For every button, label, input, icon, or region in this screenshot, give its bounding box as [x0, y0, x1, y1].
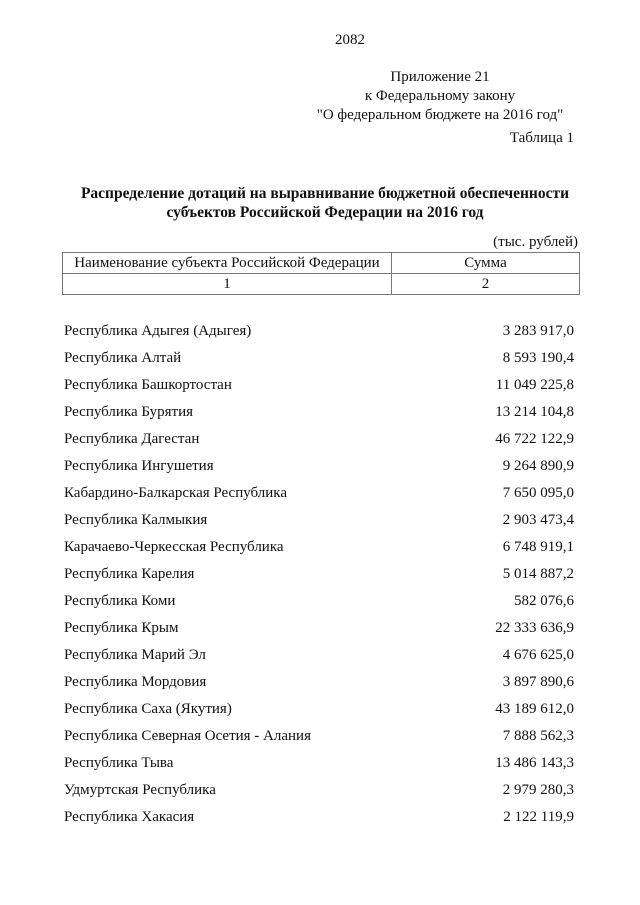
subject-amount: 3 897 890,6 — [502, 674, 574, 690]
table-row — [64, 453, 574, 480]
column-number-row — [63, 274, 580, 295]
table-row — [64, 804, 574, 831]
subject-amount: 4 676 625,0 — [502, 647, 574, 663]
units-label: (тыс. рублей) — [493, 234, 578, 250]
table-row — [64, 750, 574, 777]
subject-amount: 2 979 280,3 — [502, 782, 574, 798]
appendix-line-3: "О федеральном бюджете на 2016 год" — [316, 107, 564, 123]
subject-amount: 43 189 612,0 — [495, 701, 574, 717]
column-header-sum: Сумма — [392, 253, 580, 274]
table-row — [64, 669, 574, 696]
subject-amount: 13 214 104,8 — [495, 404, 574, 420]
subject-name: Республика Крым — [64, 620, 179, 636]
subject-name: Республика Саха (Якутия) — [64, 701, 232, 717]
subject-amount: 7 650 095,0 — [502, 485, 574, 501]
column-number-1: 1 — [63, 274, 392, 295]
subject-name: Республика Башкортостан — [64, 377, 232, 393]
subject-amount: 582 076,6 — [514, 593, 574, 609]
subject-amount: 5 014 887,2 — [502, 566, 574, 582]
table-header — [62, 252, 580, 295]
table-row — [64, 372, 574, 399]
subject-amount: 8 593 190,4 — [502, 350, 574, 366]
table-label: Таблица 1 — [509, 130, 574, 146]
subject-amount: 46 722 122,9 — [495, 431, 574, 447]
table-row — [64, 534, 574, 561]
table-row — [64, 426, 574, 453]
subject-name: Республика Бурятия — [64, 404, 194, 420]
title-line-1: Распределение дотаций на выравнивание бюджетной обеспеченности — [80, 185, 570, 202]
subject-name: Республика Калмыкия — [64, 512, 208, 528]
table-row — [64, 723, 574, 750]
appendix-line-1: Приложение 21 — [390, 69, 490, 85]
subject-name: Республика Марий Эл — [64, 647, 206, 663]
appendix-reference — [290, 68, 590, 125]
table-row — [64, 318, 574, 345]
subject-amount: 9 264 890,9 — [502, 458, 574, 474]
table-row — [64, 642, 574, 669]
subject-name: Республика Алтай — [64, 350, 182, 366]
subject-name: Карачаево-Черкесская Республика — [64, 539, 284, 555]
table-row — [64, 345, 574, 372]
appendix-line-2: к Федеральному закону — [364, 88, 516, 104]
table-body — [64, 318, 574, 831]
table-row — [64, 480, 574, 507]
table-row — [64, 615, 574, 642]
subject-name: Республика Хакасия — [64, 809, 195, 825]
column-header-name: Наименование субъекта Российской Федерации — [63, 253, 392, 274]
subject-name: Республика Адыгея (Адыгея) — [64, 323, 252, 339]
header-row — [63, 253, 580, 274]
subject-name: Республика Коми — [64, 593, 176, 609]
table-row — [64, 561, 574, 588]
subject-amount: 11 049 225,8 — [495, 377, 574, 393]
page-number: 2082 — [335, 32, 365, 48]
subject-amount: 22 333 636,9 — [495, 620, 574, 636]
table-row — [64, 777, 574, 804]
subject-amount: 6 748 919,1 — [502, 539, 574, 555]
table-row — [64, 399, 574, 426]
subject-name: Республика Ингушетия — [64, 458, 214, 474]
subject-amount: 2 122 119,9 — [503, 809, 574, 825]
subject-amount: 3 283 917,0 — [502, 323, 574, 339]
document-title — [60, 184, 590, 222]
column-number-2: 2 — [392, 274, 580, 295]
table-row — [64, 588, 574, 615]
subject-name: Кабардино-Балкарская Республика — [64, 485, 288, 501]
subject-name: Республика Дагестан — [64, 431, 200, 447]
subject-name: Республика Тыва — [64, 755, 174, 771]
subject-amount: 13 486 143,3 — [495, 755, 574, 771]
table-row — [64, 507, 574, 534]
title-line-2: субъектов Российской Федерации на 2016 год — [166, 204, 484, 221]
table-row — [64, 696, 574, 723]
subject-name: Республика Северная Осетия - Алания — [64, 728, 311, 744]
subject-name: Республика Карелия — [64, 566, 195, 582]
subject-amount: 2 903 473,4 — [502, 512, 574, 528]
subject-name: Республика Мордовия — [64, 674, 207, 690]
subject-amount: 7 888 562,3 — [502, 728, 574, 744]
subject-name: Удмуртская Республика — [64, 782, 216, 798]
